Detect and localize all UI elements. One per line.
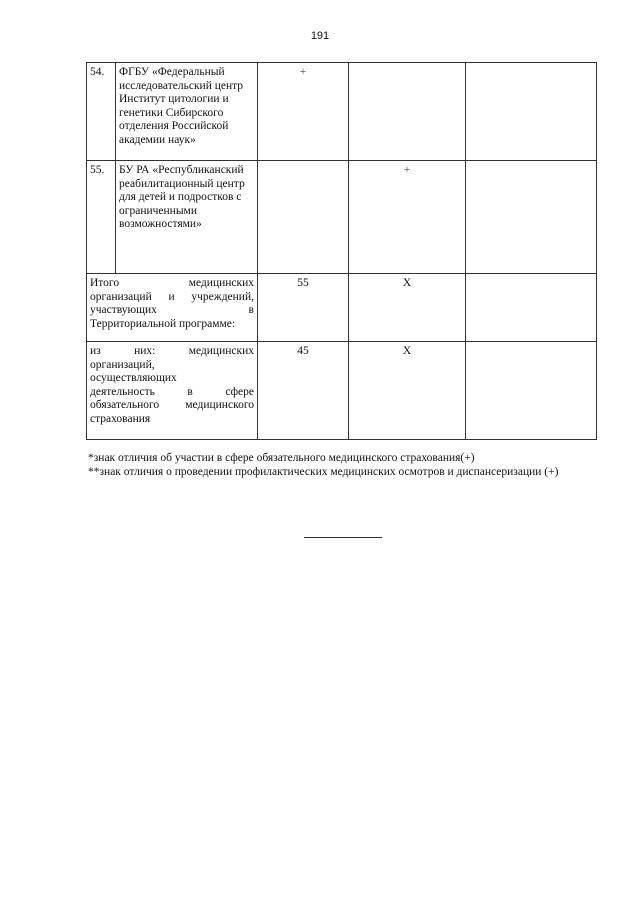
closing-rule: [304, 537, 382, 538]
total-label-line: Итого медицинских: [90, 277, 254, 289]
table-row-subtotal: [87, 342, 597, 440]
subtotal-label-line: осуществляющих: [90, 372, 177, 384]
extra-cell: [466, 161, 597, 274]
subtotal-label-line: из них: медицинских: [90, 345, 254, 357]
total-label-line: организаций и учреждений,: [90, 290, 254, 303]
subtotal-label-line: обязательного медицинского: [90, 399, 254, 411]
total-label-line: Территориальной программе:: [90, 317, 236, 330]
total-prof-mark: Х: [349, 274, 466, 342]
footnote-oms: *знак отличия об участии в сфере обязательного медицинского страхования(+): [88, 452, 475, 464]
organization-name: БУ РА «Республиканский реабилитационный центр для детей и подростков с ограниченными возможностями»: [116, 161, 258, 274]
total-oms-count: 55: [258, 274, 349, 342]
organization-name: ФГБУ «Федеральный исследовательский центр Институт цитологии и генетики Сибирского отделения Российской академии наук»: [116, 63, 258, 161]
table-row: [87, 161, 597, 274]
organizations-table: [86, 62, 597, 440]
prof-mark: [349, 63, 466, 161]
total-label: [87, 274, 258, 342]
row-number: 54.: [87, 63, 116, 161]
page-number: 191: [310, 30, 330, 42]
total-label-line: участвующих в: [90, 304, 254, 316]
table-row: [87, 63, 597, 161]
footnotes: [88, 451, 596, 479]
subtotal-label-line: страхования: [90, 412, 151, 425]
row-number: 55.: [87, 161, 116, 274]
oms-mark: [258, 161, 349, 274]
subtotal-label-line: деятельность в сфере: [90, 385, 254, 398]
subtotal-prof-mark: Х: [349, 342, 466, 440]
footnote-prof: **знак отличия о проведении профилактических медицинских осмотров и диспансеризации (+): [88, 466, 559, 478]
extra-cell: [466, 63, 597, 161]
extra-cell: [466, 342, 597, 440]
oms-mark: +: [258, 63, 349, 161]
table-row-total: [87, 274, 597, 342]
subtotal-oms-count: 45: [258, 342, 349, 440]
subtotal-label-line: организаций,: [90, 358, 155, 371]
extra-cell: [466, 274, 597, 342]
prof-mark: +: [349, 161, 466, 274]
subtotal-label: [87, 342, 258, 440]
